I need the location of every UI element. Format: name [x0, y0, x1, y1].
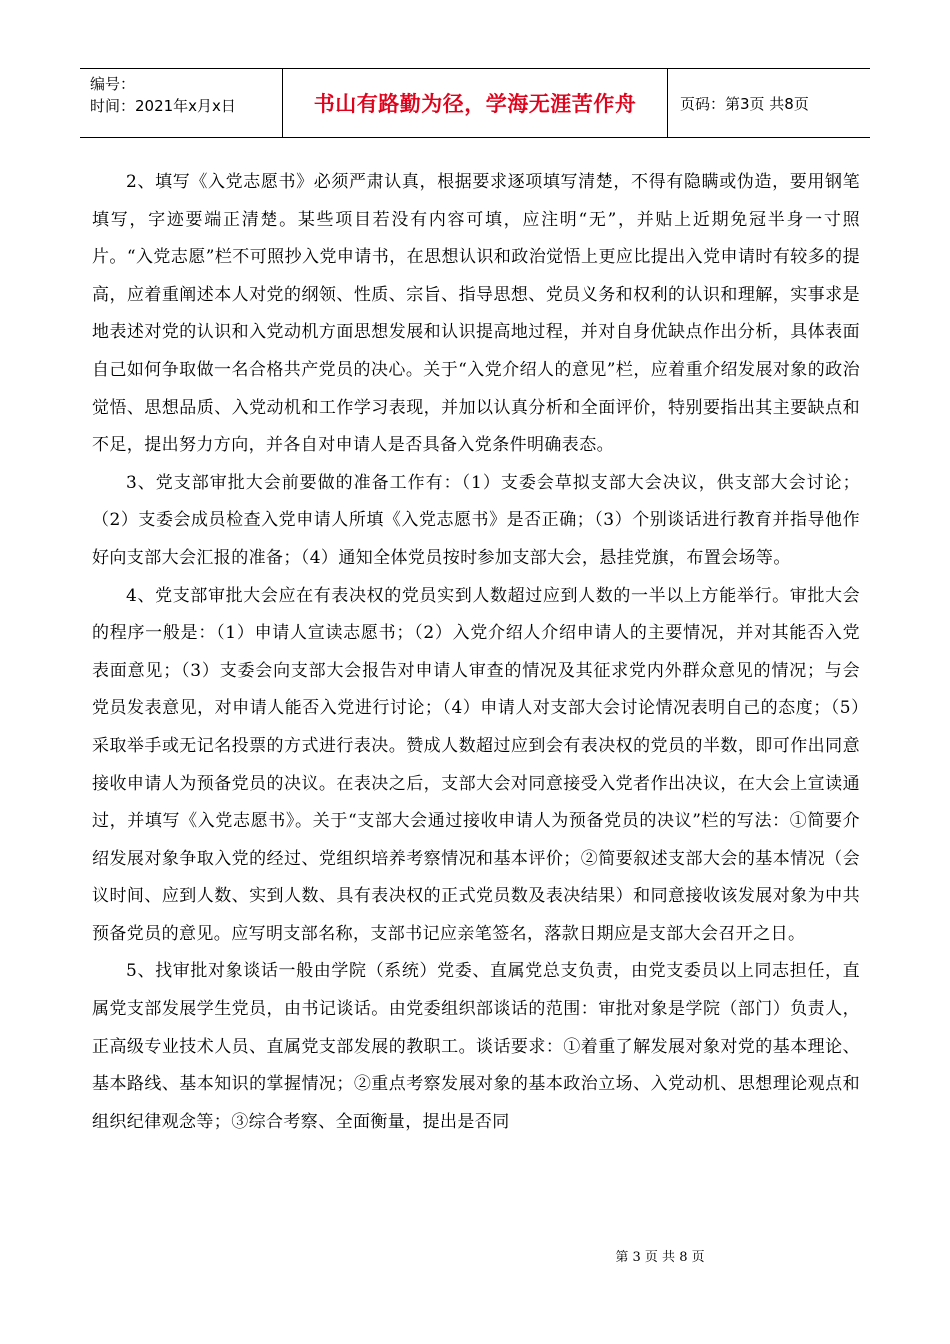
footer-page-number: 第 3 页 共 8 页	[615, 1250, 705, 1265]
page-header	[80, 68, 870, 138]
paragraph-2: 2、填写《入党志愿书》必须严肃认真，根据要求逐项填写清楚，不得有隐瞒或伪造，要用钢笔填写，字迹要端正清楚。某些项目若没有内容可填，应注明“无”，并贴上近期免冠半身一寸照片。“入党志愿”栏不可照抄入党申请书，在思想认识和政治觉悟上更应比提出入党申请时有较多的提高，应着重阐述本人对党的纲领、性质、宗旨、指导思想、党员义务和权利的认识和理解，实事求是地表述对党的认识和入党动机方面思想发展和认识提高地过程，并对自身优缺点作出分析，具体表面自己如何争取做一名合格共产党员的决心。关于“入党介绍人的意见”栏，应着重介绍发展对象的政治觉悟、思想品质、入党动机和工作学习表现，并加以认真分析和全面评价，特别要指出其主要缺点和不足，提出努力方向，并各自对申请人是否具备入党条件明确表态。	[92, 172, 860, 456]
document-number-label: 编号：	[90, 75, 136, 93]
header-meta	[80, 69, 283, 137]
paragraph-5: 5、找审批对象谈话一般由学院（系统）党委、直属党总支负责，由党支委员以上同志担任，直属党支部发展学生党员，由书记谈话。由党委组织部谈话的范围：审批对象是学院（部门）负责人，正高级专业技术人员、直属党支部发展的教职工。谈话要求：①着重了解发展对象对党的基本理论、基本路线、基本知识的掌握情况；②重点考察发展对象的基本政治立场、入党动机、思想理论观点和组织纪律观念等；③综合考察、全面衡量，提出是否同	[92, 961, 860, 1132]
document-date: 时间：2021年x月x日	[90, 97, 236, 115]
header-motto: 书山有路勤为径，学海无涯苦作舟	[283, 69, 668, 137]
header-page-info: 页码：第3页 共8页	[680, 94, 809, 113]
paragraph-4: 4、党支部审批大会应在有表决权的党员实到人数超过应到人数的一半以上方能举行。审批大会的程序一般是：（1）申请人宣读志愿书；（2）入党介绍人介绍申请人的主要情况，并对其能否入党表面意见；（3）支委会向支部大会报告对申请人审查的情况及其征求党内外群众意见的情况；与会党员发表意见，对申请人能否入党进行讨论；（4）申请人对支部大会讨论情况表明自己的态度；（5）采取举手或无记名投票的方式进行表决。赞成人数超过应到会有表决权的党员的半数，即可作出同意接收申请人为预备党员的决议。在表决之后，支部大会对同意接受入党者作出决议，在大会上宣读通过，并填写《入党志愿书》。关于“支部大会通过接收申请人为预备党员的决议”栏的写法：①简要介绍发展对象争取入党的经过、党组织培养考察情况和基本评价；②简要叙述支部大会的基本情况（会议时间、应到人数、实到人数、具有表决权的正式党员数及表决结果）和同意接收该发展对象为中共预备党员的意见。应写明支部名称，支部书记应亲笔签名，落款日期应是支部大会召开之日。	[92, 585, 860, 944]
paragraph-3: 3、党支部审批大会前要做的准备工作有：（1）支委会草拟支部大会决议，供支部大会讨论；（2）支委会成员检查入党申请人所填《入党志愿书》是否正确；（3）个别谈话进行教育并指导他作好向支部大会汇报的准备；（4）通知全体党员按时参加支部大会，悬挂党旗，布置会场等。	[92, 472, 860, 568]
page-footer	[0, 1246, 950, 1265]
document-body	[92, 164, 860, 1141]
